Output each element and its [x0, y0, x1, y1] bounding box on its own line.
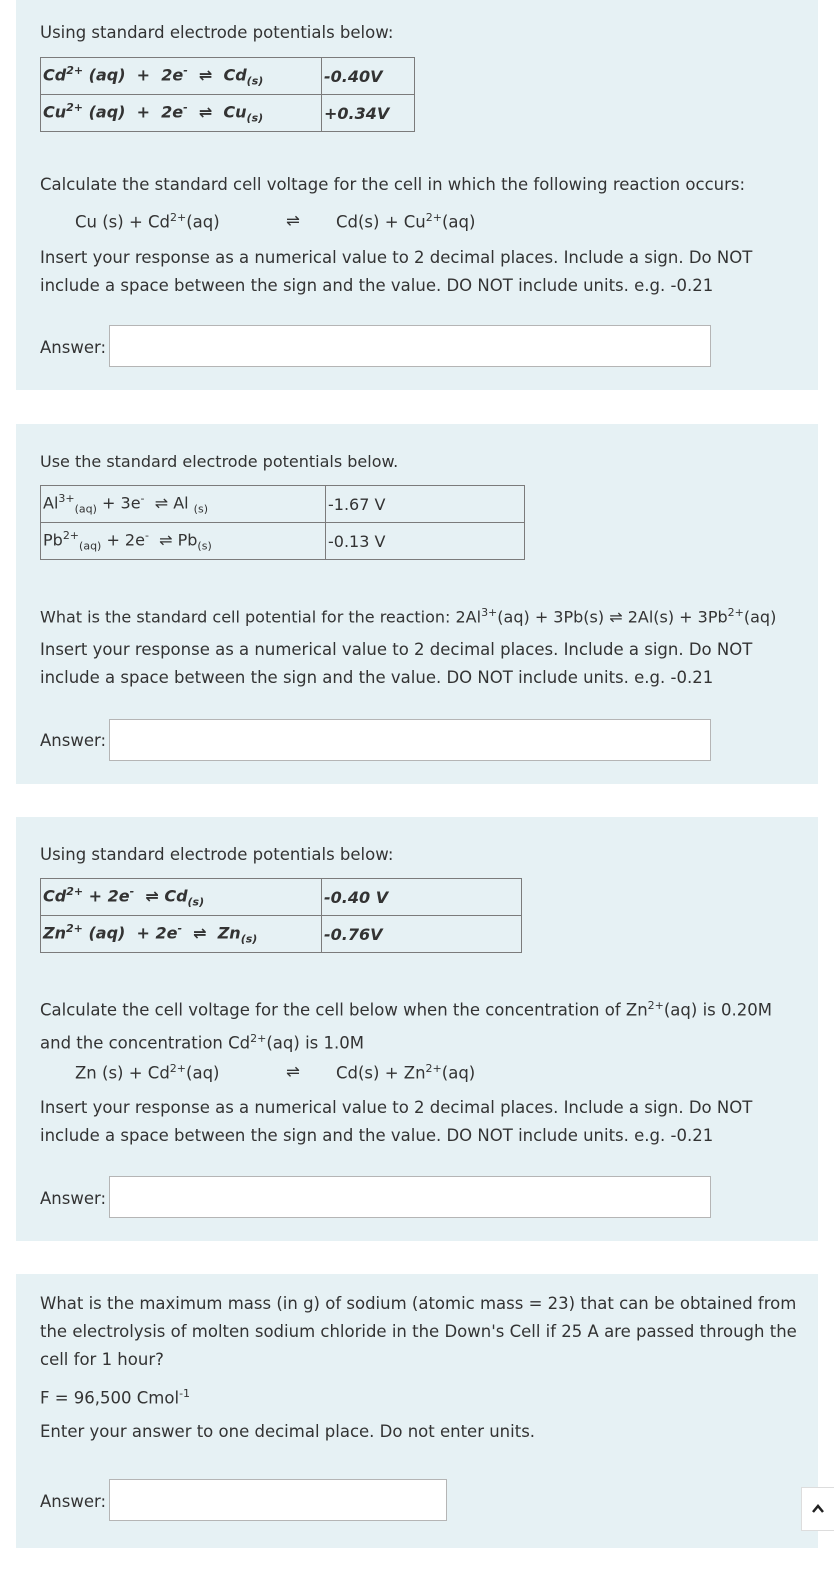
arrow-up-icon[interactable] [801, 1487, 834, 1531]
q1-instructions: Insert your response as a numerical value to 2 decimal places. Include a sign. Do NOT include a space between the sign and the value. DO NOT include units. e.g. -0.21 [40, 248, 753, 295]
half-reaction: $Pb^{2+}_{(aq)} + 2e^-$ ⇌ $Pb_{(s)}$ [41, 523, 326, 560]
q1-equation-right: $Cd(s) + Cu^{2+}(aq)$ [336, 211, 476, 232]
q3-potential-table [40, 878, 522, 953]
q2-intro: Use the standard electrode potentials below. [40, 452, 399, 471]
table-row [41, 95, 415, 132]
half-reaction: $Al^{3+}_{(aq)} + 3e^-$ ⇌ Al $_{(s)}$ [41, 486, 326, 523]
q1-potential-table [40, 57, 415, 132]
table-row [41, 486, 525, 523]
q2-answer-label: Answer: [40, 731, 107, 750]
potential-value: -0.40 V [322, 879, 522, 916]
q1-question: Calculate the standard cell voltage for the cell in which the following reaction occurs: [40, 175, 746, 194]
q4-instructions: Enter your answer to one decimal place. Do not enter units. [40, 1422, 536, 1441]
q4-faraday-constant: F = 96,500 Cmol$^{-1}$ [40, 1387, 191, 1408]
question-4 [16, 1274, 818, 1548]
half-reaction: $Cu^{2+}$ (aq) + 2e- ⇌ $Cu_{(s)}$ [41, 95, 322, 132]
q3-intro: Using standard electrode potentials below: [40, 845, 394, 864]
q3-answer-input[interactable] [109, 1176, 711, 1218]
q4-answer-input[interactable] [109, 1479, 447, 1521]
potential-value: -0.13 V [326, 523, 525, 560]
half-reaction: $Cd^{2+} + 2e^-$ ⇌ $Cd_{(s)}$ [41, 879, 322, 916]
question-2 [16, 424, 818, 784]
table-row [41, 916, 522, 953]
table-row [41, 58, 415, 95]
half-reaction: $Zn^{2+}$ (aq) + 2e- ⇌ $Zn_{(s)}$ [41, 916, 322, 953]
potential-value: -0.40V [322, 58, 415, 95]
potential-value: -0.76V [322, 916, 522, 953]
q2-question: What is the standard cell potential for the reaction: $2Al^{3+}(aq) + 3Pb(s)$ ⇌ $2Al(s) + 3Pb^{2+}(aq)$ [40, 606, 777, 627]
q3-equation-right: $Cd(s) + Zn^{2+}(aq)$ [336, 1062, 476, 1083]
q3-answer-label: Answer: [40, 1189, 107, 1208]
table-row [41, 879, 522, 916]
q4-answer-label: Answer: [40, 1492, 107, 1511]
question-3 [16, 817, 818, 1241]
q3-instructions: Insert your response as a numerical value to 2 decimal places. Include a sign. Do NOT include a space between the sign and the value. DO NOT include units. e.g. -0.21 [40, 1098, 753, 1145]
q1-answer-input[interactable] [109, 325, 711, 367]
q1-equation-left: Cu $(s) + Cd^{2+}(aq)$ [75, 211, 220, 232]
equilibrium-arrow-icon: ⇌ [286, 1062, 300, 1081]
q4-question: What is the maximum mass (in g) of sodium (atomic mass = 23) that can be obtained from the electrolysis of molten sodium chloride in the Down's Cell if 25 A are passed through the cell for 1 hour? [40, 1294, 797, 1369]
half-reaction: $Cd^{2+}$ (aq) + 2e- ⇌ $Cd_{(s)}$ [41, 58, 322, 95]
q2-instructions: Insert your response as a numerical value to 2 decimal places. Include a sign. Do NOT include a space between the sign and the value. DO NOT include units. e.g. -0.21 [40, 640, 753, 687]
q1-answer-label: Answer: [40, 338, 107, 357]
q3-equation-left: Zn $(s) + Cd^{2+}(aq)$ [75, 1062, 220, 1083]
q2-potential-table [40, 485, 525, 560]
question-1 [16, 0, 818, 390]
potential-value: -1.67 V [326, 486, 525, 523]
potential-value: +0.34V [322, 95, 415, 132]
q2-answer-input[interactable] [109, 719, 711, 761]
equilibrium-arrow-icon: ⇌ [286, 211, 300, 230]
q3-question: Calculate the cell voltage for the cell below when the concentration of $Zn^{2+}(aq)$ is 0.20M and the concentration $Cd^{2+}(aq)$ is 1.0M [40, 999, 772, 1052]
table-row [41, 523, 525, 560]
q1-intro: Using standard electrode potentials below: [40, 23, 394, 42]
